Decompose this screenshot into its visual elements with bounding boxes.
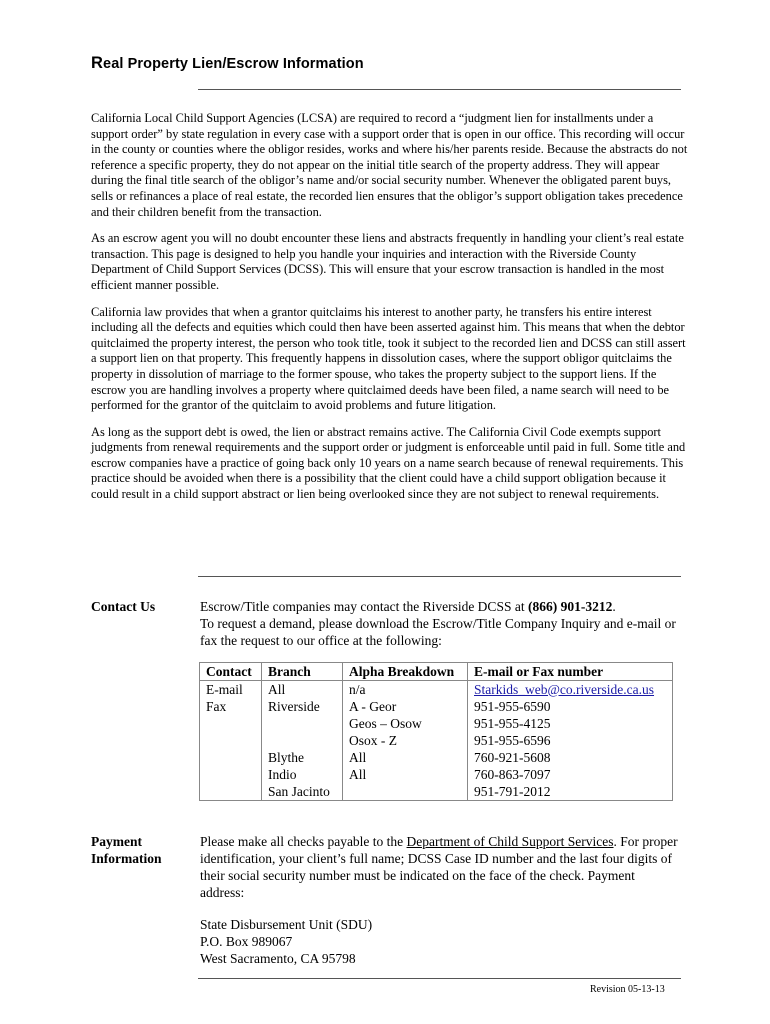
revision-label: Revision 05-13-13 <box>590 984 665 995</box>
section-rule <box>198 576 681 577</box>
payment-text: Please make all checks payable to the Department of Child Support Services. For proper identification, your client’s full name; DCSS Case ID number and the last four digits of their social security number must be indicated on the face of the check. Payment address: <box>200 834 678 900</box>
table-row: Osox - Z 951-955-6596 <box>200 732 673 749</box>
contact-text: Escrow/Title companies may contact the Riverside DCSS at (866) 901-3212. To request a demand, please download the Escrow/Title Company Inquiry and e-mail or fax the request to our office at the following: <box>200 599 676 648</box>
header-contact: Contact <box>200 663 262 681</box>
contact-us-label: Contact Us <box>91 599 156 614</box>
footer-rule <box>198 978 681 979</box>
payment-address: State Disbursement Unit (SDU) P.O. Box 989067 West Sacramento, CA 95798 <box>200 917 373 966</box>
table-row: E-mail All n/a Starkids_web@co.riverside.ca.us <box>200 681 673 699</box>
header-branch: Branch <box>262 663 343 681</box>
paragraph-4: As long as the support debt is owed, the lien or abstract remains active. The California Civil Code exempts support judgments from renewal requirements and the support order or judgment is enforceable until paid in full. Some title and escrow companies have a practice of going back only 10 years on a name search because of renewal requirements. This practice should be avoided when there is a possibility that the client could have a child support obligation because it could result in a child support abstract or lien being overlooked since they are not subject to renewal requirements. <box>91 424 686 502</box>
email-link[interactable]: Starkids_web@co.riverside.ca.us <box>474 681 655 697</box>
title-rule <box>198 89 681 90</box>
payee-name: Department of Child Support Services <box>406 834 614 849</box>
contact-table <box>199 662 673 801</box>
table-row: Fax Riverside A - Geor 951-955-6590 <box>200 698 673 715</box>
payment-information-label: Payment Information <box>91 834 162 866</box>
table-header-row <box>200 663 673 681</box>
table-row: Blythe All 760-921-5608 <box>200 749 673 766</box>
paragraph-2: As an escrow agent you will no doubt encounter these liens and abstracts frequently in handling your client’s real estate transaction. This page is designed to help you handle your inquiries and interaction with the Riverside County Department of Child Support Services (DCSS). This will ensure that your escrow transaction is handled in the most efficient manner possible. <box>91 231 684 292</box>
contact-phone: (866) 901-3212 <box>527 599 613 614</box>
header-email-fax: E-mail or Fax number <box>468 663 673 681</box>
paragraph-3: California law provides that when a grantor quitclaims his interest to another party, he transfers his entire interest including all the defects and equities which could then have been asserted against him. This means that when the debtor quitclaimed the property interest, the person who took title, took it subject to the recorded lien and DCSS can still assert a support lien on that property. This frequently happens in dissolution cases, where the support obligor quitclaims the property in dissolution of marriage to the former spouse, who takes the property subject to the support liens. If the escrow you are handling involves a property where quitclaimed deeds have been filed, a name search will need to be performed for the grantor of the quitclaim to avoid problems and future litigation. <box>91 304 686 413</box>
table-row: San Jacinto 951-791-2012 <box>200 783 673 801</box>
table-row: Indio All 760-863-7097 <box>200 766 673 783</box>
page-title: Real Property Lien/Escrow Information <box>91 54 364 72</box>
table-row: Geos – Osow 951-955-4125 <box>200 715 673 732</box>
paragraph-1: California Local Child Support Agencies (LCSA) are required to record a “judgment lien for installments under a support order” by state regulation in every case with a support order that is open in our office. This recording will occur in the county or counties where the obligor resides, works and where his/her parents reside. Because the abstracts do not reference a specific property, they do not appear on the initial title search of the property address. They will appear during the final title search of the obligor’s name and/or social security number. Whenever the obligated parent buys, sells or refinances a place of real estate, the recorded lien ensures that the obligor’s support obligation takes precedence and their children benefit from the transaction. <box>91 111 688 219</box>
intro-body <box>91 111 691 514</box>
header-alpha-breakdown: Alpha Breakdown <box>343 663 468 681</box>
